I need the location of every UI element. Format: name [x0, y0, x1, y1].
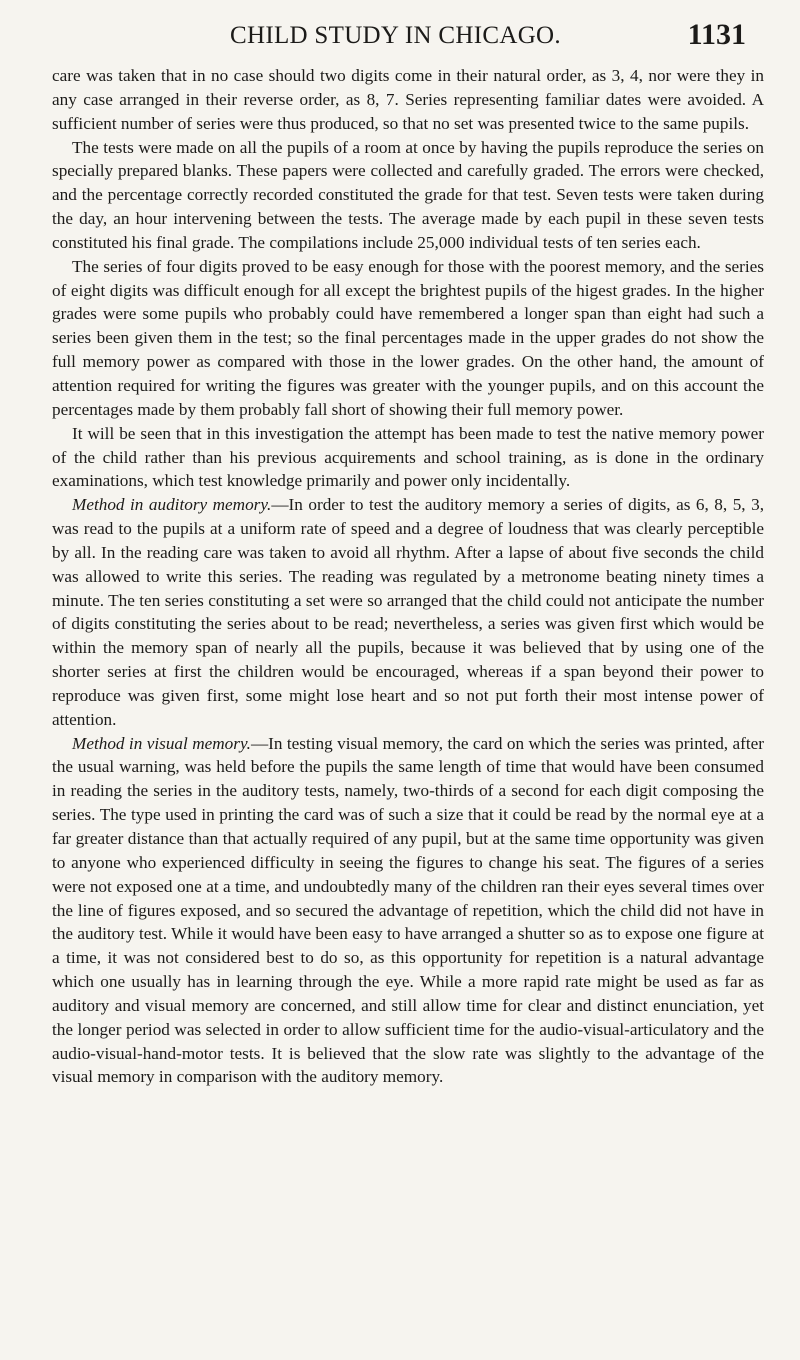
paragraph-text: The tests were made on all the pupils of a room at once by having the pupils reproduce the series on specially prepared blanks. These papers were collected and carefully graded. The errors were checked, and the percentage correctly recorded constituted the grade for that test. Seven tests were taken during the day, an hour intervening between the tests. The average made by each pupil in these seven tests constituted his final grade. The compilations include 25,000 individual tests of ten series each. [52, 137, 764, 252]
running-head: CHILD STUDY IN CHICAGO. [230, 22, 561, 49]
paragraph-text: The series of four digits proved to be easy enough for those with the poorest memory, and the series of eight digits was difficult enough for all except the brightest pupils of the higest grades. In the higher grades were some pupils who probably could have remembered a longer span than eight had such a series been given them in the test; so the final percentages made in the upper grades do not show the full memory power as compared with those in the lower grades. On the other hand, the amount of attention required for writing the figures was greater with the younger pupils, and on this account the percentages made by them probably fall short of showing their full memory power. [52, 256, 764, 419]
section-title-auditory: Method in auditory memory. [72, 495, 272, 515]
section-title-visual: Method in visual memory. [72, 733, 251, 753]
paragraph [52, 732, 764, 1090]
paragraph [52, 136, 764, 255]
paragraph [52, 255, 764, 422]
paragraph-text: It will be seen that in this investigation the attempt has been made to test the native memory power of the child rather than his previous acquirements and school training, as is done in the ordinary examinations, which test knowledge primarily and power only incidentally. [52, 423, 764, 491]
paragraph-text: —In order to test the auditory memory a series of digits, as 6, 8, 5, 3, was read to the pupils at a uniform rate of speed and a degree of loudness that was clearly perceptible by all. In the reading care was taken to avoid all rhythm. After a lapse of about five seconds the child was allowed to write this series. The reading was regulated by a metronome beating ninety times a minute. The ten series constituting a set were so arranged that the child could not anticipate the number of digits constituting the series about to be read; nevertheless, a series was given first which would be within the memory span of nearly all the pupils, because it was believed that by using one of the shorter series at first the children would be encouraged, whereas if a span beyond their power to reproduce was given first, some might lose heart and so not put forth their most intense power of attention. [52, 495, 764, 729]
paragraph-text: —In testing visual memory, the card on which the series was printed, after the usual warning, was held before the pupils the same length of time that would have been consumed in reading the series in the auditory tests, namely, two-thirds of a second for each digit composing the series. The type used in printing the card was of such a size that it could be read by the normal eye at a far greater distance than that actually required of any pupil, but at the same time opportunity was given to anyone who experienced difficulty in seeing the figures to change his seat. The figures of a series were not exposed one at a time, and undoubtedly many of the children ran their eyes several times over the line of figures exposed, and so secured the advantage of repetition, which the child did not have in the auditory test. While it would have been easy to have arranged a shutter so as to expose one figure at a time, it was not considered best to do so, as this opportunity for repetition is a natural advantage which one usually has in learning through the eye. While a more rapid rate might be used as far as auditory and visual memory are concerned, and still allow time for clear and distinct enunciation, yet the longer period was selected in order to allow sufficient time for the audio-visual-articulatory and the audio-visual-hand-motor tests. It is believed that the slow rate was slightly to the advantage of the visual memory in comparison with the auditory memory. [52, 733, 765, 1087]
paragraph [52, 422, 764, 494]
paragraph [52, 493, 764, 731]
page-number: 1131 [687, 18, 746, 51]
paragraph-text: care was taken that in no case should two digits come in their natural order, as 3, 4, nor were they in any case arranged in their reverse order, as 8, 7. Series representing familiar dates were avoided. A sufficient number of series were thus produced, so that no set was presented twice to the same pupils. [52, 66, 764, 133]
body-text [52, 64, 764, 1089]
page-header [0, 18, 800, 58]
paragraph [52, 64, 764, 136]
